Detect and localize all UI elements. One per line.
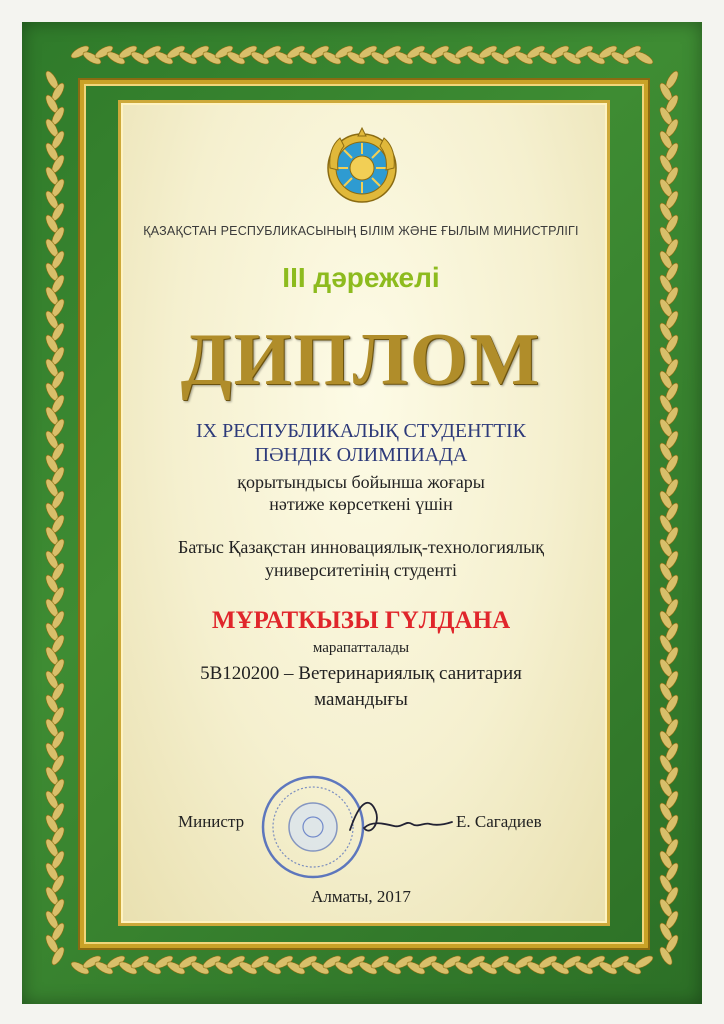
minister-name: Е. Сагадиев bbox=[456, 812, 542, 831]
university-line-2: университетінің студенті bbox=[265, 560, 457, 580]
university-line-1: Батыс Қазақстан инновациялық-технологиялық bbox=[178, 537, 544, 557]
diploma-title: ДИПЛОМ bbox=[180, 319, 542, 401]
degree-level: III дәрежелі bbox=[282, 262, 440, 293]
result-line-2: нәтиже көрсеткені үшін bbox=[269, 494, 453, 514]
signature-icon bbox=[346, 790, 456, 850]
result-line-1: қорытындысы бойынша жоғары bbox=[237, 472, 485, 492]
specialty-line-1: 5B120200 – Ветеринариялық санитария bbox=[200, 663, 522, 684]
minister-label: Министр bbox=[178, 812, 245, 831]
olympiad-line-2: ПӘНДІК ОЛИМПИАДА bbox=[254, 444, 468, 466]
laurel-leaf bbox=[633, 954, 654, 971]
recipient-name: МҰРАТКЫЗЫ ГҮЛДАНА bbox=[211, 607, 511, 634]
state-emblem-icon bbox=[322, 126, 402, 206]
laurel-leaf bbox=[633, 50, 654, 67]
olympiad-line-1: IX РЕСПУБЛИКАЛЫҚ СТУДЕНТТІК bbox=[196, 420, 526, 442]
specialty-line-2: мамандығы bbox=[314, 689, 408, 710]
city-year: Алматы, 2017 bbox=[311, 887, 411, 906]
ministry-name: ҚАЗАҚСТАН РЕСПУБЛИКАСЫНЫҢ БІЛІМ ЖӘНЕ ҒЫЛЫМ МИНИСТРЛІГІ bbox=[143, 224, 579, 238]
awarded-text: марапатталады bbox=[312, 640, 410, 656]
